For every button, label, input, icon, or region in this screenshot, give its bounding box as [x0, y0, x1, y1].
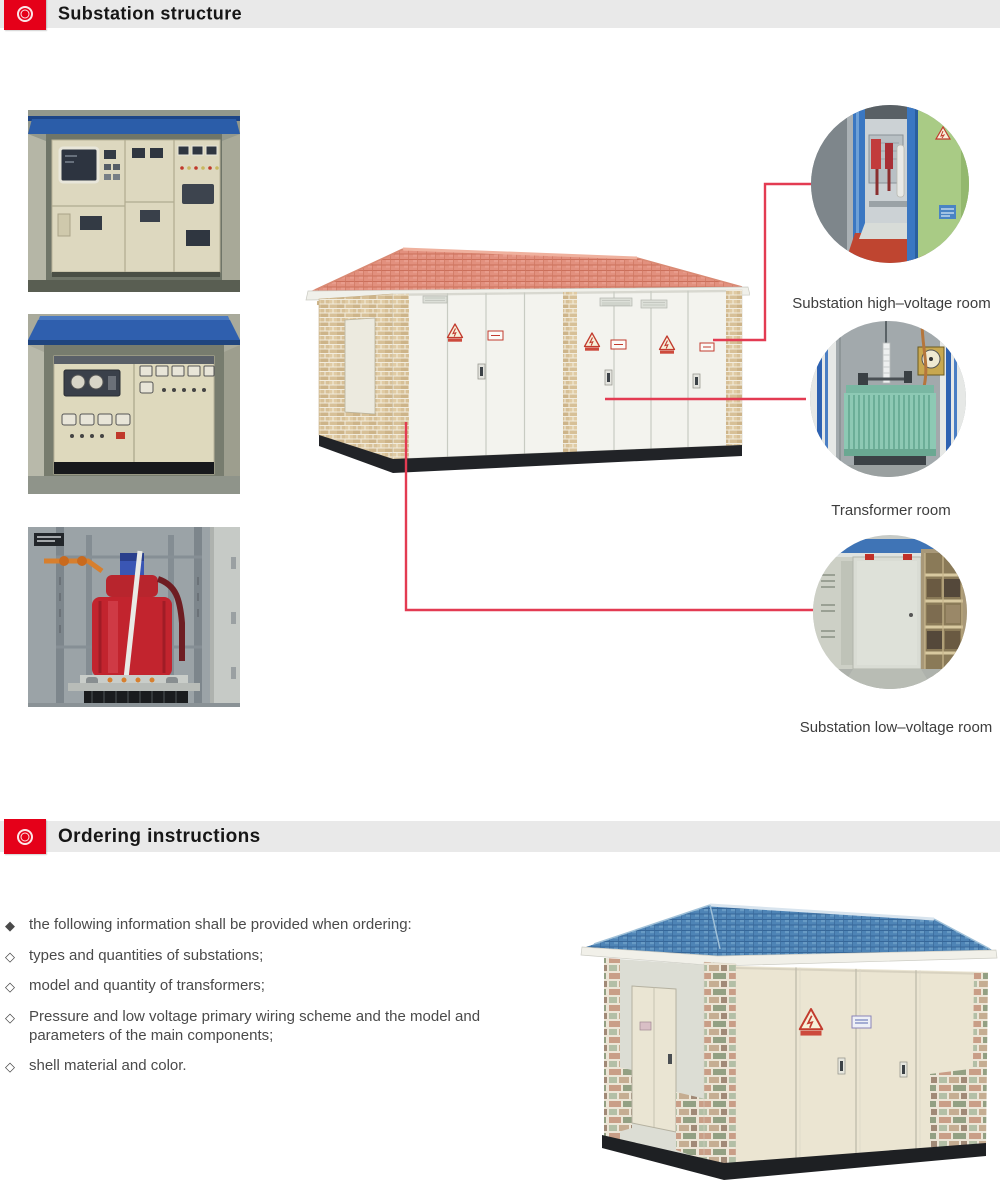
list-item: [5, 946, 565, 967]
high-voltage-room-label: Substation high–voltage room: [792, 295, 991, 312]
section-marker-chip: [4, 0, 46, 30]
section-structure-title: Substation structure: [58, 3, 243, 24]
list-item-text: types and quantities of substations;: [29, 946, 264, 964]
high-voltage-switchgear-photo: [28, 110, 240, 297]
transformer-room-label: Transformer room: [831, 502, 951, 519]
list-item: [5, 976, 565, 997]
diamond-bullet-icon: ◇: [5, 948, 15, 964]
diamond-bullet-icon: ◇: [5, 1058, 15, 1074]
list-item-text: shell material and color.: [29, 1056, 187, 1074]
low-voltage-room-photo: [813, 535, 967, 689]
section-marker-chip: [4, 819, 46, 854]
high-voltage-room-photo: [811, 105, 969, 263]
transformer-room-photo: [810, 321, 966, 477]
section-structure-header-bar: [0, 0, 1000, 28]
list-item-text: the following information shall be provided when ordering:: [29, 916, 412, 933]
diamond-bullet-icon: ◆: [5, 918, 15, 933]
diamond-bullet-icon: ◇: [5, 979, 15, 994]
section-ordering-header-bar: [0, 821, 1000, 852]
concentric-rings-icon: [17, 6, 33, 22]
prefabricated-substation-building: [305, 232, 750, 483]
low-voltage-room-label: Substation low–voltage room: [799, 719, 993, 736]
list-item: [5, 1056, 565, 1077]
diamond-bullet-icon: ◇: [5, 1009, 15, 1025]
list-item: [5, 915, 565, 936]
low-voltage-switchgear-photo: [28, 314, 240, 499]
list-item: [5, 1007, 565, 1046]
substation-building-photo: [578, 892, 1000, 1194]
ordering-instructions-list: [5, 915, 565, 1086]
section-ordering-title: Ordering instructions: [58, 825, 261, 847]
concentric-rings-icon: [17, 829, 33, 845]
list-item-text: Pressure and low voltage primary wiring scheme and the model and parameters of the main components;: [29, 1007, 481, 1044]
list-item-text: model and quantity of transformers;: [29, 977, 265, 994]
dry-type-transformer-photo: [28, 527, 240, 712]
